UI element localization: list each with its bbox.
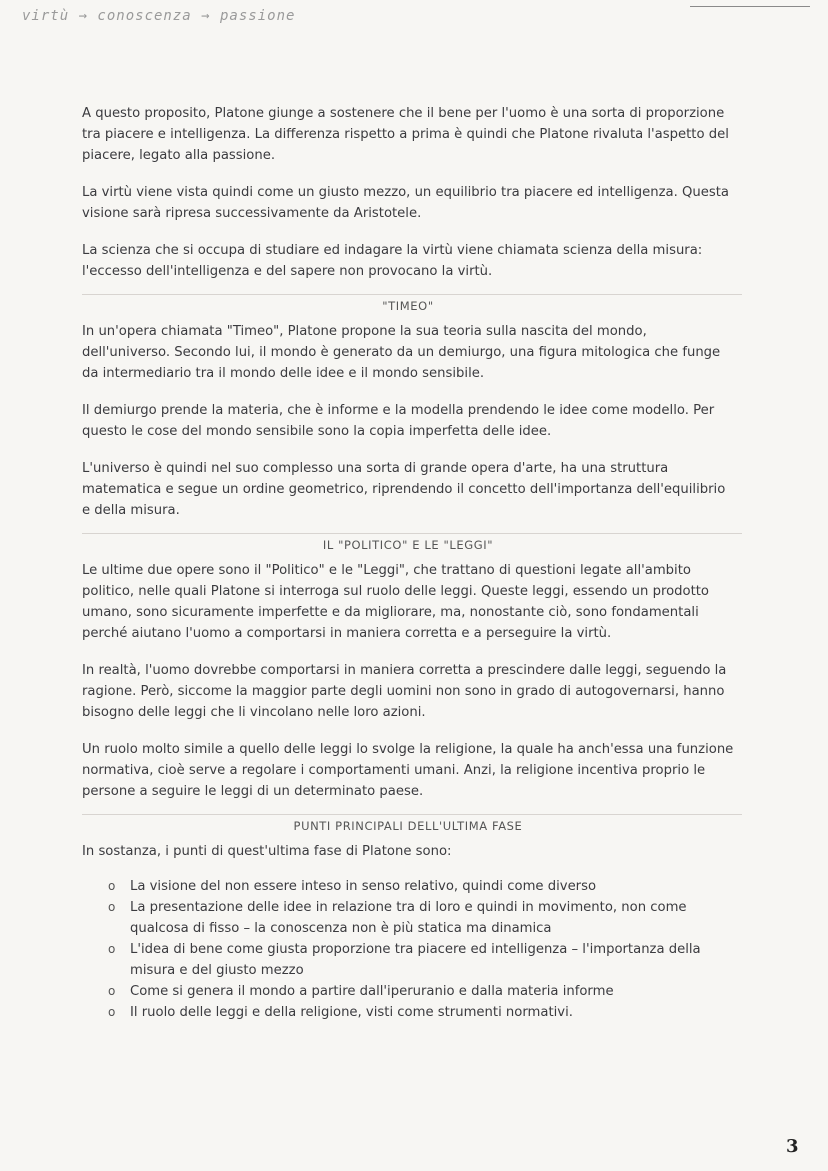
list-item: o L'idea di bene come giusta proporzione tra piacere ed intelligenza – l'importanza della misura e del giusto mezzo <box>82 939 734 981</box>
punti-intro: In sostanza, i punti di quest'ultima fase di Platone sono: <box>82 844 452 859</box>
list-item: o La presentazione delle idee in relazione tra di loro e quindi in movimento, non come qualcosa di fisso – la conoscenza non è più statica ma dinamica <box>82 897 734 939</box>
list-item: o Il ruolo delle leggi e della religione, visti come strumenti normativi. <box>82 1002 734 1023</box>
bullet-icon: o <box>108 942 116 956</box>
timeo-paragraph-1: In un'opera chiamata "Timeo", Platone propone la sua teoria sulla nascita del mondo, dell'universo. Secondo lui, il mondo è generato da un demiurgo, una figura mitologica che funge da intermediario tra il mondo delle idee e il mondo sensibile. <box>82 324 721 381</box>
section-divider <box>82 814 742 815</box>
list-item: o La visione del non essere inteso in senso relativo, quindi come diverso <box>82 876 734 897</box>
punti-list <box>82 876 734 1023</box>
section-title-politico: IL "POLITICO" E LE "LEGGI" <box>322 538 494 552</box>
list-item: o Come si genera il mondo a partire dall'iperuranio e dalla materia informe <box>82 981 734 1002</box>
timeo-paragraph-2: Il demiurgo prende la materia, che è informe e la modella prendendo le idee come modello. Per questo le cose del mondo sensibile sono la copia imperfetta delle idee. <box>82 403 715 439</box>
section-divider <box>82 294 742 295</box>
section-title-punti: PUNTI PRINCIPALI DELL'ULTIMA FASE <box>293 819 523 833</box>
bullet-icon: o <box>108 879 116 893</box>
intro-paragraph-1: A questo proposito, Platone giunge a sostenere che il bene per l'uomo è una sorta di proporzione tra piacere e intelligenza. La differenza rispetto a prima è quindi che Platone rivaluta l'aspetto del piacere, legato alla passione. <box>82 106 729 163</box>
politico-paragraph-2: In realtà, l'uomo dovrebbe comportarsi in maniera corretta a prescindere dalle leggi, seguendo la ragione. Però, siccome la maggior parte degli uomini non sono in grado di autogovernarsi, hanno bisogno delle leggi che li vincolano nelle loro azioni. <box>82 663 727 720</box>
intro-paragraph-2: La virtù viene vista quindi come un giusto mezzo, un equilibrio tra piacere ed intelligenza. Questa visione sarà ripresa successivamente da Aristotele. <box>82 185 729 221</box>
intro-paragraph-3: La scienza che si occupa di studiare ed indagare la virtù viene chiamata scienza della misura: l'eccesso dell'intelligenza e del sapere non provocano la virtù. <box>82 243 703 279</box>
timeo-paragraph-3: L'universo è quindi nel suo complesso una sorta di grande opera d'arte, ha una struttura matematica e segue un ordine geometrico, riprendendo il concetto dell'importanza dell'equilibrio e della misura. <box>82 461 726 518</box>
bullet-icon: o <box>108 900 116 914</box>
page-number: 3 <box>786 1136 799 1157</box>
politico-paragraph-3: Un ruolo molto simile a quello delle leggi lo svolge la religione, la quale ha anch'essa una funzione normativa, cioè serve a regolare i comportamenti umani. Anzi, la religione incentiva proprio le persone a seguire le leggi di un determinato paese. <box>82 742 734 799</box>
page-content <box>82 103 734 1023</box>
section-divider <box>82 533 742 534</box>
politico-paragraph-1: Le ultime due opere sono il "Politico" e le "Leggi", che trattano di questioni legate all'ambito politico, nelle quali Platone si interroga sul ruolo delle leggi. Queste leggi, essendo un prodotto umano, sono sicuramente imperfette e da migliorare, ma, nonostante ciò, sono fondamentali perché aiutano l'uomo a comportarsi in maniera corretta e a perseguire la virtù. <box>82 563 709 641</box>
handwritten-note: virtù → conoscenza → passione <box>22 8 296 24</box>
bullet-icon: o <box>108 1005 116 1019</box>
bullet-icon: o <box>108 984 116 998</box>
section-title-timeo: "TIMEO" <box>382 299 434 313</box>
top-border-line <box>690 6 810 7</box>
